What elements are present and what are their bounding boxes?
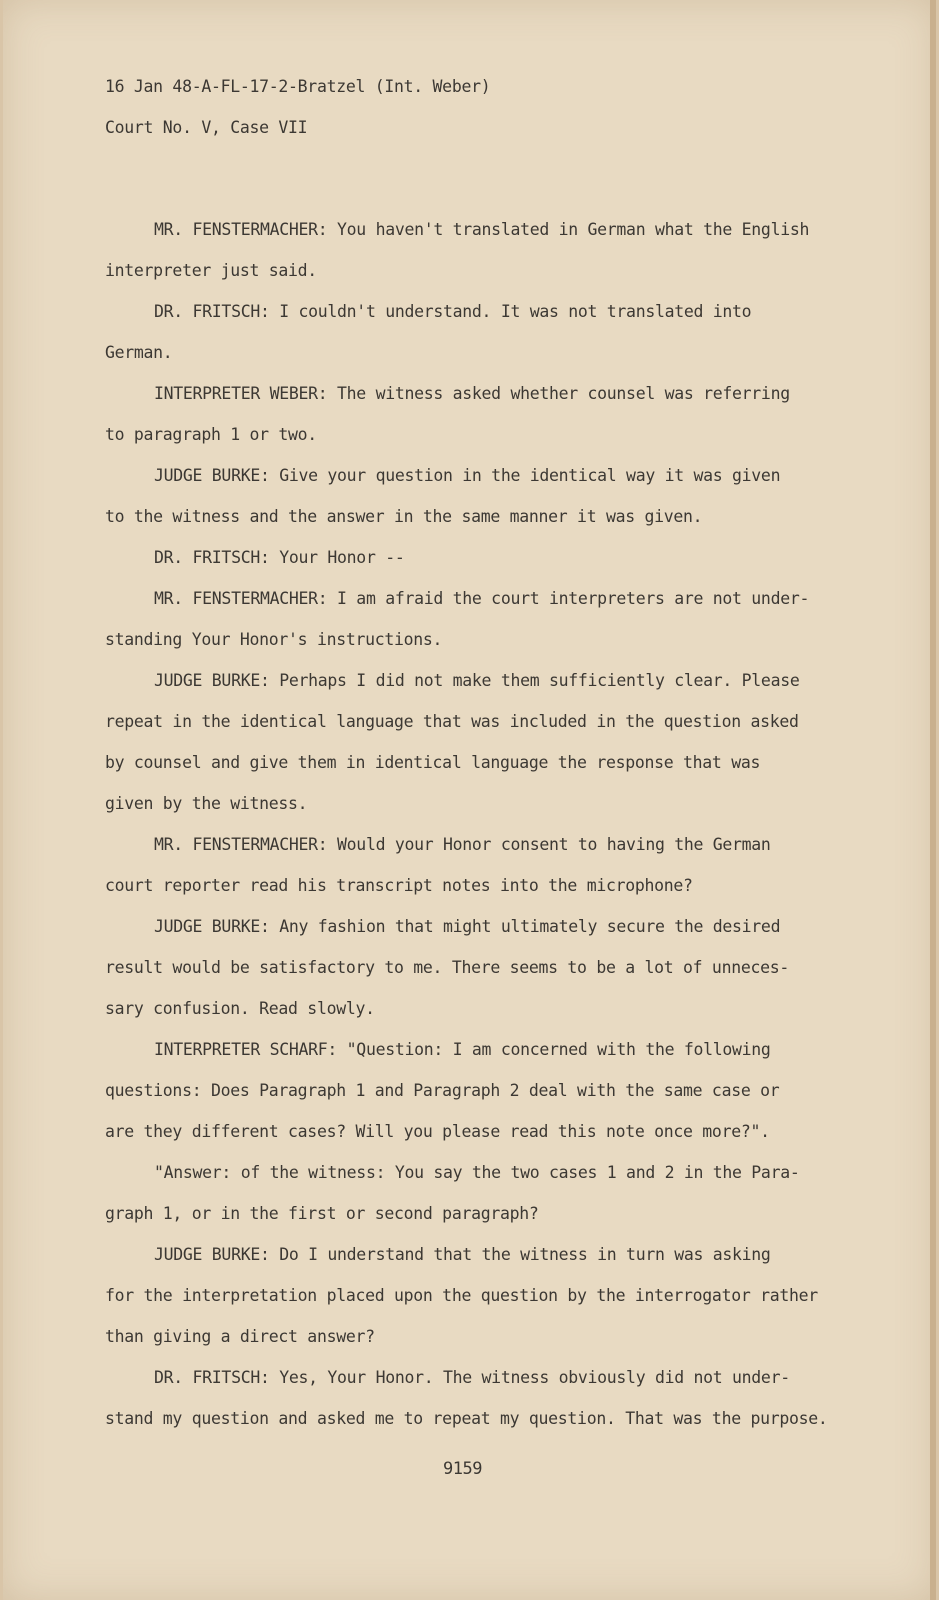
transcript-line: stand my question and asked me to repeat my question. That was the purpose. — [105, 1409, 828, 1428]
page-edge — [930, 0, 936, 1600]
transcript-line: graph 1, or in the first or second paragraph? — [105, 1204, 539, 1223]
transcript-line: questions: Does Paragraph 1 and Paragraph 2 deal with the same case or — [105, 1081, 780, 1100]
transcript-line: to the witness and the answer in the same manner it was given. — [105, 507, 703, 526]
transcript-page — [3, 0, 936, 1600]
transcript-line: than giving a direct answer? — [105, 1327, 375, 1346]
transcript-line: are they different cases? Will you please read this note once more?". — [105, 1122, 770, 1141]
transcript-line: for the interpretation placed upon the question by the interrogator rather — [105, 1286, 818, 1305]
transcript-line: "Answer: of the witness: You say the two cases 1 and 2 in the Para- — [154, 1163, 800, 1182]
transcript-line: MR. FENSTERMACHER: You haven't translated in German what the English — [154, 220, 810, 239]
transcript-line: repeat in the identical language that was included in the question asked — [105, 712, 799, 731]
transcript-line: result would be satisfactory to me. There seems to be a lot of unneces- — [105, 958, 790, 977]
transcript-line: JUDGE BURKE: Any fashion that might ultimately secure the desired — [154, 917, 781, 936]
transcript-line: INTERPRETER WEBER: The witness asked whether counsel was referring — [154, 384, 790, 403]
header-court: Court No. V, Case VII — [105, 118, 308, 137]
transcript-line: interpreter just said. — [105, 261, 317, 280]
transcript-line: court reporter read his transcript notes into the microphone? — [105, 876, 693, 895]
transcript-line: MR. FENSTERMACHER: I am afraid the court interpreters are not under- — [154, 589, 810, 608]
transcript-line: DR. FRITSCH: Yes, Your Honor. The witness obviously did not under- — [154, 1368, 790, 1387]
transcript-line: standing Your Honor's instructions. — [105, 630, 443, 649]
transcript-line: to paragraph 1 or two. — [105, 425, 317, 444]
transcript-line: INTERPRETER SCHARF: "Question: I am concerned with the following — [154, 1040, 771, 1059]
transcript-line: JUDGE BURKE: Perhaps I did not make them sufficiently clear. Please — [154, 671, 800, 690]
transcript-line: JUDGE BURKE: Give your question in the identical way it was given — [154, 466, 781, 485]
header-reference: 16 Jan 48-A-FL-17-2-Bratzel (Int. Weber) — [105, 77, 491, 96]
transcript-line: DR. FRITSCH: I couldn't understand. It was not translated into — [154, 302, 752, 321]
transcript-line: German. — [105, 343, 173, 362]
transcript-line: JUDGE BURKE: Do I understand that the witness in turn was asking — [154, 1245, 771, 1264]
transcript-line: given by the witness. — [105, 794, 308, 813]
page-number: 9159 — [443, 1459, 482, 1479]
transcript-line: MR. FENSTERMACHER: Would your Honor consent to having the German — [154, 835, 771, 854]
transcript-line: by counsel and give them in identical language the response that was — [105, 753, 761, 772]
transcript-line: DR. FRITSCH: Your Honor -- — [154, 548, 405, 567]
transcript-line: sary confusion. Read slowly. — [105, 999, 375, 1018]
